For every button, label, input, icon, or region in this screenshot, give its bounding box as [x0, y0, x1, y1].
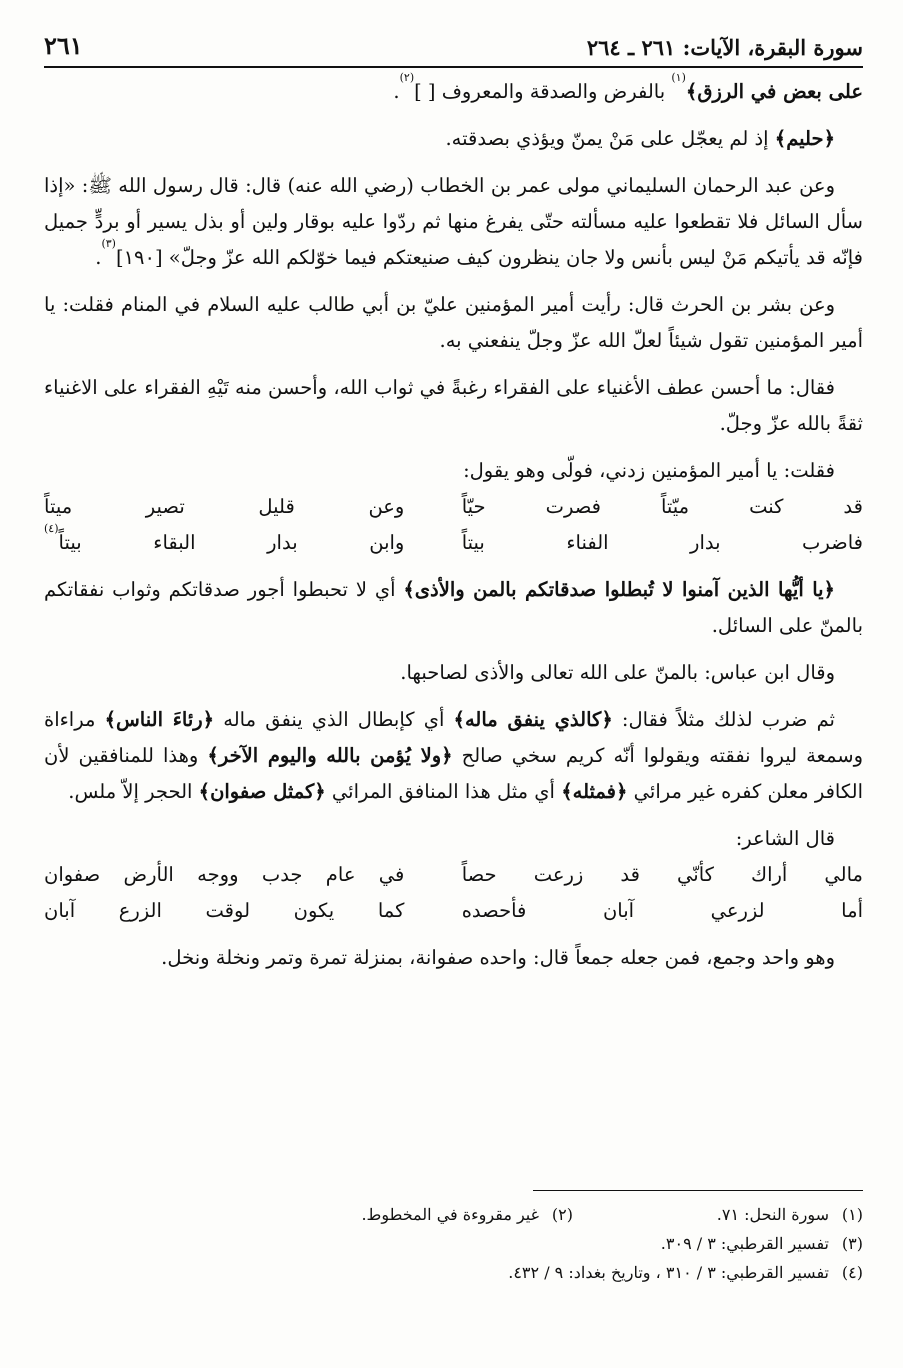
paragraph-p9 [44, 702, 863, 810]
footnote-row [44, 1200, 863, 1229]
header-rule [44, 66, 863, 68]
footnote-ref: (٢) [399, 71, 415, 84]
text-run: وعن عبد الرحمان السليماني مولى عمر بن الخطاب (رضي الله عنه) قال: قال رسول الله ﷺ: «إذا سأل السائل فلا تقطعوا عليه مسألته حتّى يفرغ منها ثم ردّوا عليه بوقار ولين أو بذل يسير أو بردٍّ جميل فإنّه قد يأتيكم مَنْ ليس بأنس ولا جان ينظرون كيف صنيعتكم فيما خوّلكم الله عزّ وجلّ» [١٩٠] [44, 174, 863, 269]
text-run: أي كإبطال الذي ينفق ماله [214, 708, 454, 731]
paragraph-p5 [44, 370, 863, 442]
paragraph-p1 [44, 71, 863, 110]
verse-text: كما يكون لوقت الزرع آبان [44, 899, 405, 922]
text-run: قال الشاعر: [735, 827, 835, 850]
text-run: . [95, 246, 102, 269]
text-run: . [393, 80, 400, 103]
paragraph-p7 [44, 572, 863, 644]
footnote-4: (٤)تفسير القرطبي: ٣ / ٣١٠ ، وتاريخ بغداد: ٩ / ٤٣٢. [508, 1263, 863, 1282]
verse-first-hemistich: أما لزرعي آبان فأحصده [461, 899, 863, 922]
footnote-rule [533, 1190, 863, 1191]
footnote-3: (٣)تفسير القرطبي: ٣ / ٣٠٩. [660, 1234, 863, 1253]
verse-second-hemistich [44, 489, 404, 525]
poem-1 [44, 489, 863, 561]
quran-quote: ﴿ولا يُؤمن بالله واليوم الآخر﴾ [207, 744, 453, 767]
text-run: فقلت: يا أمير المؤمنين زدني، فولّى وهو يقول: [463, 459, 835, 482]
quran-quote: ﴿يا أيُّها الذين آمنوا لا تُبطلوا صدقاتكم بالمن والأذى﴾ [403, 578, 835, 601]
verse-text: وابن بدار البقاء بيتاً [58, 531, 405, 554]
verse-second-hemistich [44, 522, 405, 561]
footnote-ref: (٣) [101, 237, 116, 250]
footnotes [44, 1200, 863, 1287]
paragraphs-section-2 [44, 572, 863, 857]
footnote-ref: (١) [671, 71, 686, 84]
verse-first-hemistich: فاضرب بدار الفناء بيتاً [461, 531, 863, 554]
main-text [44, 71, 863, 976]
closing-paragraph: وهو واحد وجمع، فمن جعله جمعاً قال: واحده صفوانة، بمنزلة تمرة وتمر ونخلة ونخل. [161, 946, 835, 969]
text-run: ثم ضرب لذلك مثلاً فقال: [612, 708, 835, 731]
page-number: ٢٦١ [44, 31, 83, 60]
paragraph-p8 [44, 655, 863, 691]
quran-quote: ﴿فمثله﴾ [561, 780, 628, 803]
header-title: سورة البقرة، الآيات: ٢٦١ ـ ٢٦٤ [586, 35, 863, 60]
page-header [44, 26, 863, 60]
text-run: مراءاة وسمعة ليروا نفقته ويقولوا أنّه كريم سخي صالح [44, 708, 863, 767]
quran-quote: على بعض في الرزق﴾ [685, 80, 863, 103]
paragraph-p10 [44, 821, 863, 857]
paragraph-p4 [44, 287, 863, 359]
text-run: أي مثل هذا المنافق المرائي [325, 780, 562, 803]
text-run: وقال ابن عباس: بالمنّ على الله تعالى والأذى لصاحبها. [400, 661, 835, 684]
paragraphs-section-1 [44, 71, 863, 489]
text-run: إذ لم يعجّل على مَنْ يمنّ ويؤذي بصدقته. [445, 127, 775, 150]
verse-text: وعن قليل تصير ميتاً [44, 495, 405, 518]
quran-quote: ﴿كمثل صفوان﴾ [198, 780, 326, 803]
verse-first-hemistich: مالي أراك كأنّي قد زرعت حصاً [461, 863, 863, 886]
text-run: وهذا للمنافقين لأن الكافر معلن كفره غير مرائي [44, 744, 863, 803]
verse-second-hemistich [44, 893, 404, 929]
verse-line [44, 489, 863, 525]
verse-second-hemistich [44, 857, 404, 893]
quran-quote: ﴿حليم﴾ [774, 127, 835, 150]
quran-quote: ﴿رئاءَ الناس﴾ [104, 708, 215, 731]
paragraph-p6 [44, 453, 863, 489]
text-run: بالفرض والصدقة والمعروف [ ] [414, 80, 672, 103]
text-run: فقال: ما أحسن عطف الأغنياء على الفقراء رغبةً في ثواب الله، وأحسن منه تَيْهِ الفقراء على الاغنياء ثقةً بالله عزّ وجلّ. [44, 376, 863, 435]
paragraph-p2 [44, 121, 863, 157]
text-run: الحجر إلاّ ملس. [68, 780, 199, 803]
verse-line [44, 857, 863, 893]
text-run: وعن بشر بن الحرث قال: رأيت أمير المؤمنين عليّ بن أبي طالب عليه السلام في المنام فقلت: يا أمير المؤمنين تقول شيئاً لعلّ الله عزّ وجلّ ينفعني به. [44, 293, 863, 352]
footnote-1: (١)سورة النحل: ٧١. [716, 1205, 863, 1224]
verse-line [44, 522, 863, 561]
verse-text: في عام جدب ووجه الأرض صفوان [44, 863, 405, 886]
footnote-2: (٢)غير مقروءة في المخطوط. [361, 1205, 573, 1224]
text-run: أي لا تحبطوا أجور صدقاتكم وثواب نفقاتكم بالمنّ على السائل. [44, 578, 863, 637]
footnote-ref: (٤) [44, 522, 59, 535]
poem-2 [44, 857, 863, 929]
verse-line [44, 893, 863, 929]
paragraph-p3 [44, 168, 863, 276]
quran-quote: ﴿كالذي ينفق ماله﴾ [453, 708, 613, 731]
verse-first-hemistich: قد كنت ميّتاً فصرت حيّاً [461, 495, 863, 518]
